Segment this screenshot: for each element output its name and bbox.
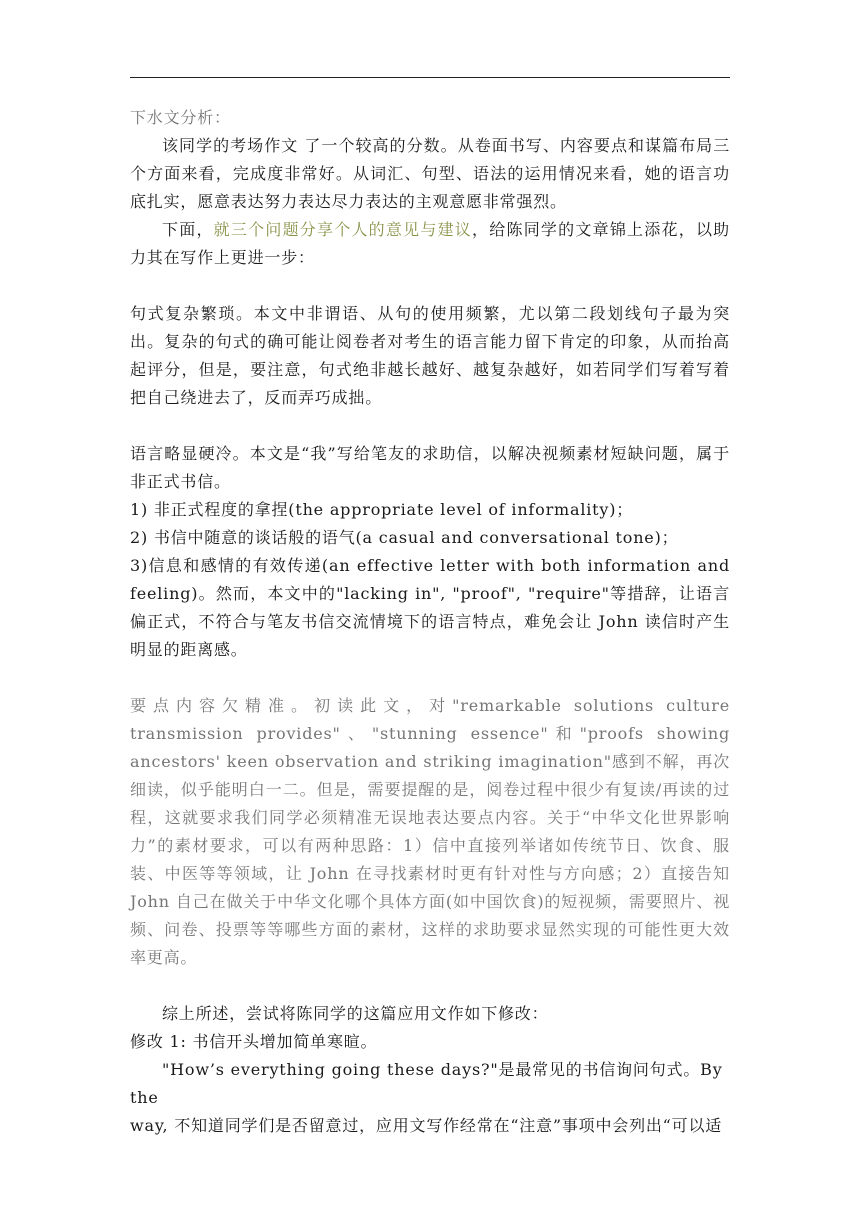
- issue-3-paragraph: 要点内容欠精准。初读此文，对"remarkable solutions culture transmission provides"、"stunning essence"和"proofs showing ancestors' keen observation and striking imagination"感到不解，再次细读，似乎能明白一二。但是，需要提醒的是，阅卷过程中很少有复读/再读的过程，这就要求我们同学必须精准无误地表达要点内容。关于“中华文化世界影响力”的素材要求，可以有两种思路：1）信中直接列举诸如传统节日、饮食、服装、中医等等领域，让 John 在寻找素材时更有针对性与方向感；2）直接告知 John 自己在做关于中华文化哪个具体方面(如中国饮食)的短视频，需要照片、视频、问卷、投票等等哪些方面的素材，这样的求助要求显然实现的可能性更大效率更高。: [130, 696, 730, 967]
- revision-1-line-1: "How’s everything going these days?"是最常见的书信询问句式。By the: [130, 1060, 723, 1107]
- highlighted-phrase: 就三个问题分享个人的意见与建议: [213, 220, 473, 239]
- section-heading: 下水文分析：: [130, 108, 231, 127]
- intro-paragraph: 该同学的考场作文 了一个较高的分数。从卷面书写、内容要点和谋篇布局三个方面来看，完成度非常好。从词汇、句型、语法的运用情况来看，她的语言功底扎实，愿意表达努力表达尽力表达的主观意愿非常强烈。: [130, 136, 730, 211]
- issue-1-paragraph: 句式复杂繁琐。本文中非谓语、从句的使用频繁，尤以第二段划线句子最为突出。复杂的句式的确可能让阅卷者对考生的语言能力留下肯定的印象，从而抬高起评分，但是，要注意，句式绝非越长越好、越复杂越好，如若同学们写着写着把自己绕进去了，反而弄巧成拙。: [130, 304, 730, 407]
- revision-1-line-2: way, 不知道同学们是否留意过，应用文写作经常在“注意”事项中会列出“可以适: [130, 1116, 723, 1135]
- revision-1-title: 修改 1: 书信开头增加简单寒暄。: [130, 1032, 378, 1051]
- header-rule: [130, 77, 730, 78]
- issue-2-point-3: 3)信息和感情的有效传递(an effective letter with both information and feeling)。然而，本文中的"lacking in", "proof", "require"等措辞，让语言偏正式，不符合与笔友书信交流情境下的语言特点，难免会让 John 读信时产生明显的距离感。: [130, 556, 730, 659]
- issue-2-point-1: 1) 非正式程度的拿捏(the appropriate level of informality)；: [130, 500, 634, 519]
- summary-line: 综上所述，尝试将陈同学的这篇应用文作如下修改：: [162, 1004, 549, 1023]
- issue-2-lead: 语言略显硬冷。本文是“我”写给笔友的求助信，以解决视频素材短缺问题，属于非正式书信。: [130, 444, 730, 491]
- intro-paragraph-2: [130, 216, 730, 272]
- document-body: [130, 104, 730, 1140]
- intro-text-before: 下面，: [162, 220, 214, 239]
- intro-text-after: ，给陈同学的文章锦上添花，以助力其在写作上更进一步：: [130, 220, 730, 267]
- issue-2-point-2: 2) 书信中随意的谈话般的语气(a casual and conversational tone)；: [130, 528, 679, 547]
